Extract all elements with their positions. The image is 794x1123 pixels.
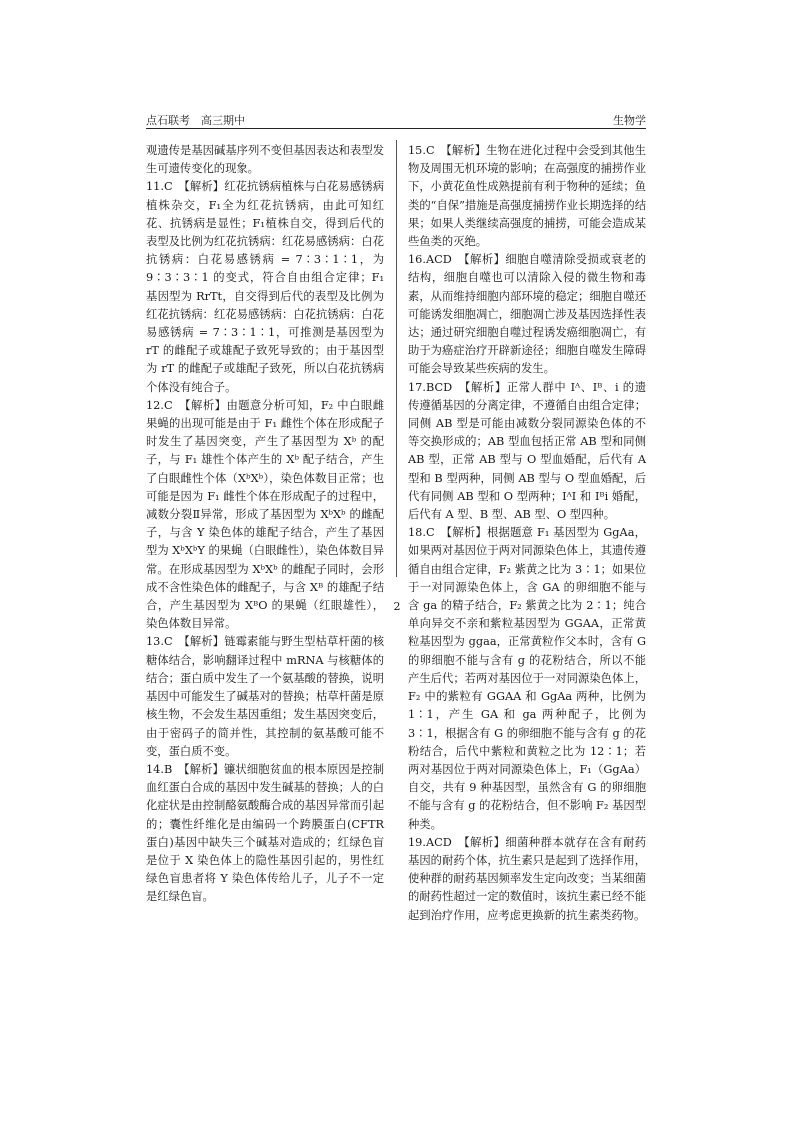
answer-17: 17.BCD 【解析】正常人群中 Iᴬ、Iᴮ、i 的遗传遵循基因的分离定律，不遵循自由组合定律；同侧 AB 型是可能由减数分裂同源染色体的不等交换形成的；AB 型血包括正常 AB 型和同侧 AB 型，正常 AB 型与 O 型血婚配，后代有 A 型和 B 型两种，同侧 AB 型与 O 型血婚配，后代有同侧 AB 型和 O 型两种；IᴬI 和 Iᴮi 婚配，后代有 A 型、B 型、AB 型、O 型四种。 — [408, 380, 646, 522]
header-exam-title: 点石联考 高三期中 — [146, 114, 245, 127]
right-column — [408, 142, 646, 925]
answer-14: 14.B 【解析】镰状细胞贫血的根本原因是控制血红蛋白合成的基因中发生碱基的替换；人的白化症状是由控制酪氨酸酶合成的基因异常而引起的；囊性纤维化是由编码一个跨膜蛋白(CFTR 蛋白)基因中缺失三个碱基对造成的；红绿色盲是位于 X 染色体上的隐性基因引起的，男性红绿色盲患者将 Y 染色体传给儿子，儿子不一定是红绿色盲。 — [146, 762, 384, 904]
answer-19: 19.ACD 【解析】细菌种群本就存在含有耐药基因的耐药个体，抗生素只是起到了选择作用，使种群的耐药基因频率发生定向改变；当某细菌的耐药性超过一定的数值时，该抗生素已经不能起到治疗作用，应考虑更换新的抗生素类药物。 — [408, 835, 646, 922]
answer-16: 16.ACD 【解析】细胞自噬清除受损或衰老的结构，细胞自噬也可以清除入侵的微生物和毒素，从而维持细胞内部环境的稳定；细胞自噬还可能诱发细胞凋亡，细胞凋亡涉及基因选择性表达；通过研究细胞自噬过程诱发癌细胞凋亡，有助于为癌症治疗开辟新途径；细胞自噬发生障碍可能会导致某些疾病的发生。 — [408, 253, 646, 376]
header-rule — [146, 128, 646, 129]
answer-15: 15.C 【解析】生物在进化过程中会受到其他生物及周围无机环境的影响；在高强度的捕捞作业下，小黄花鱼性成熟提前有利于物种的延续；鱼类的“自保”措施是高强度捕捞作业长期选择的结果；如果人类继续高强度的捕捞，可能会造成某些鱼类的灭绝。 — [408, 144, 646, 249]
column-divider — [396, 140, 397, 577]
answer-12: 12.C 【解析】由题意分析可知，F₂ 中白眼雌果蝇的出现可能是由于 F₁ 雌性个体在形成配子时发生了基因突变，产生了基因型为 Xᵇ 的配子，与 F₁ 雄性个体产生的 Xᵇ 配子结合，产生了白眼雌性个体（XᵇXᵇ），染色体数目正常；也可能是因为 F₁ 雌性个体在形成配子的过程中，减数分裂Ⅱ异常，形成了基因型为 XᵇXᵇ 的雌配子，与含 Y 染色体的雄配子结合，产生了基因型为 XᵇXᵇY 的果蝇（白眼雌性），染色体数目异常。在形成基因型为 XᵇXᵇ 的雌配子同时，会形成不含性染色体的雌配子，与含 Xᴮ 的雄配子结合，产生基因型为 XᴮO 的果蝇（红眼雄性），染色体数目异常。 — [146, 398, 384, 631]
page-number: 2 — [393, 600, 401, 613]
left-column — [146, 142, 384, 907]
paragraph-continued: 观遗传是基因碱基序列不变但基因表达和表型发生可遗传变化的现象。 — [146, 144, 384, 176]
answer-13: 13.C 【解析】链霉素能与野生型枯草杆菌的核糖体结合，影响翻译过程中 mRNA 与核糖体的结合；蛋白质中发生了一个氨基酸的替换，说明基因中可能发生了碱基对的替换；枯草杆菌是原核生物，不会发生基因重组；发生基因突变后，由于密码子的简并性，其控制的氨基酸可能不变，蛋白质不变。 — [146, 635, 384, 758]
answer-18: 18.C 【解析】根据题意 F₁ 基因型为 GgAa，如果两对基因位于两对同源染色体上，其遗传遵循自由组合定律，F₂ 紫黄之比为 3∶1；如果位于一对同源染色体上，含 GA 的卵细胞不能与含 ga 的精子结合，F₂ 紫黄之比为 2∶1；纯合单向异交不亲和紫粒基因型为 GGAA，正常黄粒基因型为 ggaa，正常黄粒作父本时，含有 G 的卵细胞不能与含有 g 的花粉结合，所以不能产生后代；若两对基因位于一对同源染色体上，F₂ 中的紫粒有 GGAA 和 GgAa 两种，比例为 1∶1，产生 GA 和 ga 两种配子，比例为 3∶1，根据含有 G 的卵细胞不能与含有 g 的花粉结合，后代中紫粒和黄粒之比为 12∶1；若两对基因位于两对同源染色体上，F₁（GgAa）自交，共有 9 种基因型，虽然含有 G 的卵细胞不能与含有 g 的花粉结合，但不影响 F₂ 基因型种类。 — [408, 526, 646, 831]
header-subject: 生物学 — [613, 114, 646, 127]
answer-11: 11.C 【解析】红花抗锈病植株与白花易感锈病植株杂交，F₁全为红花抗锈病，由此可知红花、抗锈病是显性；F₁植株自交，得到后代的表型及比例为红花抗锈病：红花易感锈病：白花抗锈病：白花易感锈病 = 7∶3∶1∶1，为 9∶3∶3∶1 的变式，符合自由组合定律；F₁ 基因型为 RrTt，自交得到后代的表型及比例为红花抗锈病：红花易感锈病：白花抗锈病：白花易感锈病 = 7∶3∶1∶1，可推测是基因型为 rT 的雌配子或雄配子致死导致的；由于基因型为 rT 的雌配子或雄配子致死，所以白花抗锈病个体没有纯合子。 — [146, 180, 384, 394]
page-header — [146, 108, 646, 128]
